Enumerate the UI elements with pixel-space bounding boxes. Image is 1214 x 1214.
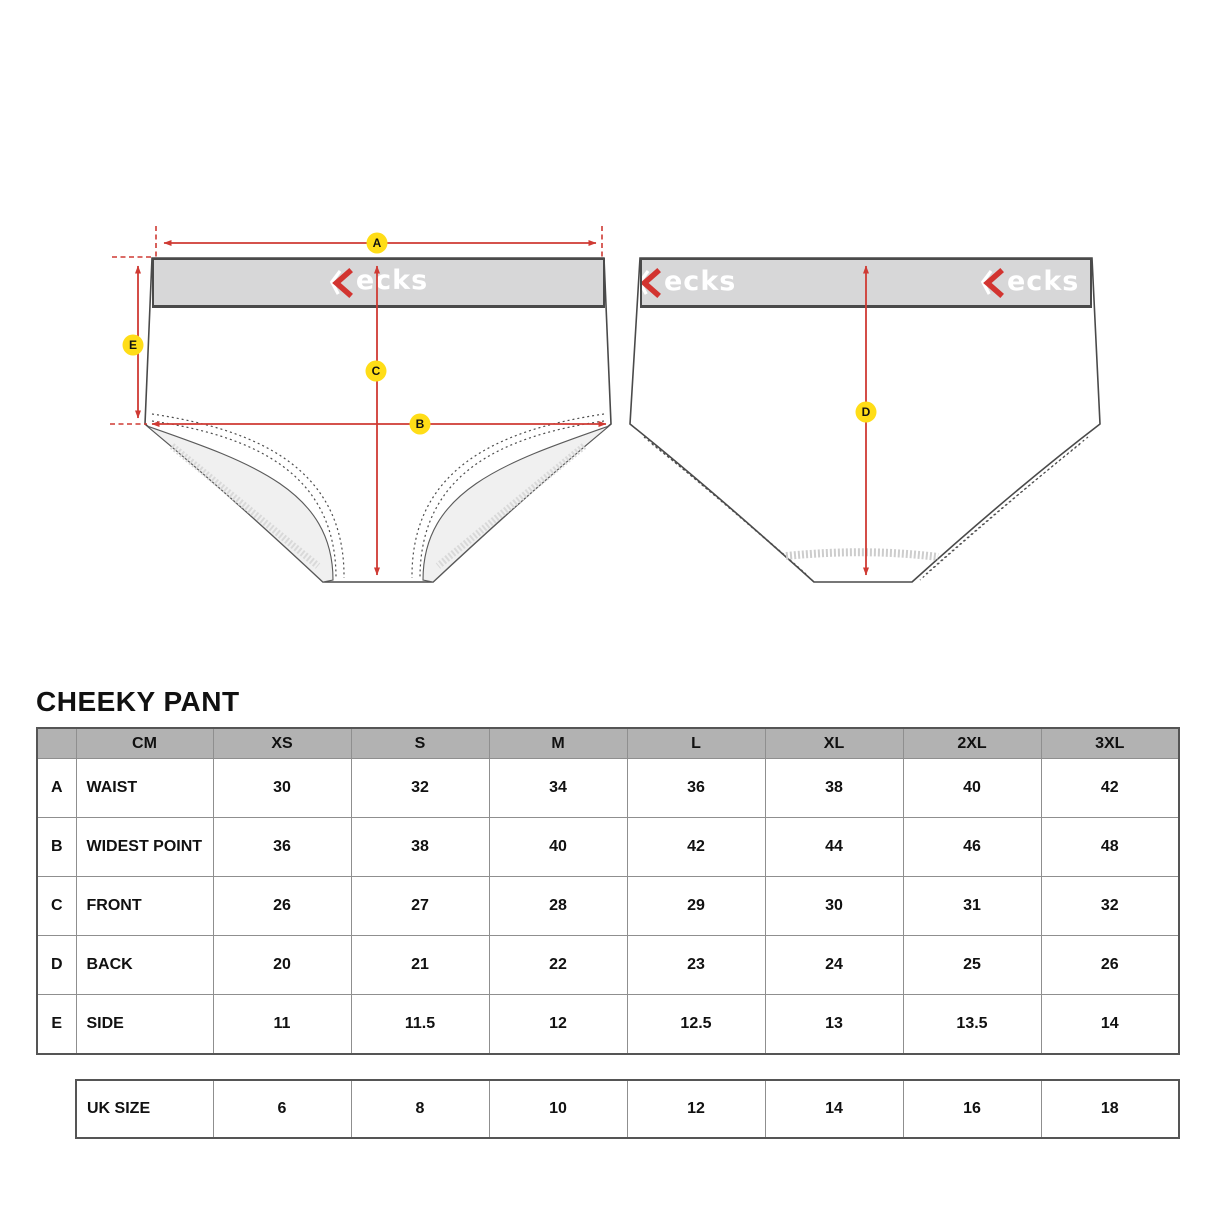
col-header-xl: XL [765,728,903,759]
uk-size-row [76,1080,1179,1138]
size-cell: 11.5 [351,995,489,1055]
size-cell: 40 [489,818,627,877]
measure-point-c-label: C [371,364,381,378]
size-cell: 38 [351,818,489,877]
measure-point-e-label: E [128,338,138,352]
row-letter: E [37,995,76,1055]
size-cell: 34 [489,759,627,818]
size-table-header-row [37,728,1179,759]
size-cell: 42 [1041,759,1179,818]
uk-size-cell: 18 [1041,1080,1179,1138]
table-row-front [37,877,1179,936]
measure-point-b [410,414,431,435]
uk-size-cell: 8 [351,1080,489,1138]
size-cell: 42 [627,818,765,877]
measure-point-e [123,335,144,356]
size-cell: 26 [1041,936,1179,995]
row-label: BACK [76,936,213,995]
size-cell: 32 [1041,877,1179,936]
row-letter: C [37,877,76,936]
header-corner-cell [37,728,76,759]
size-cell: 24 [765,936,903,995]
size-table [36,727,1180,1055]
measure-point-d [856,402,877,423]
uk-size-cell: 10 [489,1080,627,1138]
size-cell: 23 [627,936,765,995]
col-header-2xl: 2XL [903,728,1041,759]
size-cell: 32 [351,759,489,818]
size-cell: 48 [1041,818,1179,877]
table-row-waist [37,759,1179,818]
row-label: WAIST [76,759,213,818]
table-row-side [37,995,1179,1055]
size-cell: 29 [627,877,765,936]
table-row-back [37,936,1179,995]
size-cell: 20 [213,936,351,995]
uk-size-cell: 16 [903,1080,1041,1138]
col-header-s: S [351,728,489,759]
row-label: SIDE [76,995,213,1055]
size-cell: 36 [213,818,351,877]
size-cell: 36 [627,759,765,818]
row-label: FRONT [76,877,213,936]
size-cell: 46 [903,818,1041,877]
size-cell: 27 [351,877,489,936]
measure-point-a-label: A [372,236,382,250]
size-cell: 14 [1041,995,1179,1055]
size-cell: 38 [765,759,903,818]
size-cell: 13.5 [903,995,1041,1055]
kecks-logo-text: ecks [1007,265,1080,297]
col-header-cm: CM [76,728,213,759]
size-cell: 11 [213,995,351,1055]
size-cell: 26 [213,877,351,936]
measure-point-c [366,361,387,382]
col-header-3xl: 3XL [1041,728,1179,759]
size-cell: 31 [903,877,1041,936]
col-header-m: M [489,728,627,759]
uk-size-cell: 6 [213,1080,351,1138]
size-cell: 30 [213,759,351,818]
measure-point-b-label: B [415,417,425,431]
kecks-logo-text: ecks [664,265,737,297]
row-letter: A [37,759,76,818]
page-title: CHEEKY PANT [36,686,240,717]
col-header-l: L [627,728,765,759]
uk-size-label: UK SIZE [76,1080,213,1138]
size-cell: 12 [489,995,627,1055]
uk-size-cell: 12 [627,1080,765,1138]
size-cell: 25 [903,936,1041,995]
size-cell: 40 [903,759,1041,818]
size-cell: 21 [351,936,489,995]
row-label: WIDEST POINT [76,818,213,877]
table-row-widest-point [37,818,1179,877]
measure-point-d-label: D [861,405,871,419]
row-letter: B [37,818,76,877]
size-cell: 44 [765,818,903,877]
uk-size-cell: 14 [765,1080,903,1138]
row-letter: D [37,936,76,995]
size-cell: 13 [765,995,903,1055]
size-cell: 22 [489,936,627,995]
uk-size-table [75,1079,1180,1139]
col-header-xs: XS [213,728,351,759]
measure-point-a [367,233,388,254]
size-cell: 30 [765,877,903,936]
kecks-logo-text: ecks [355,265,429,296]
size-cell: 28 [489,877,627,936]
size-cell: 12.5 [627,995,765,1055]
